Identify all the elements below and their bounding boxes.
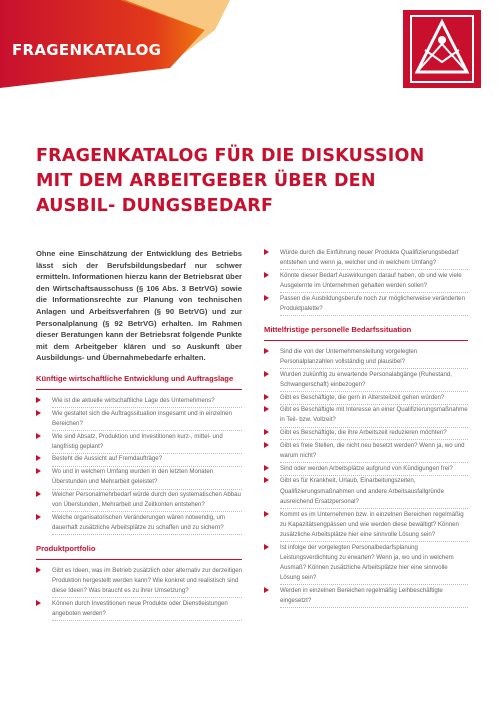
question-text: Gibt es Beschäftigte, die gern in Altersteilzeit gehen würden? [280,393,445,401]
question-text: Wurden zukünftig zu erwartende Personalabgänge (Ruhestand, Schwangerschaft) einbezogen? [280,370,452,388]
question-text: Wie ist die aktuelle wirtschaftliche Lage des Unternehmens? [52,396,215,404]
question-item [264,271,468,291]
section-heading: Künftige wirtschaftliche Entwicklung und Auftragslage [36,373,234,383]
triangle-bullet-icon [36,600,41,606]
question-text: Ist infolge der vorgelegten Personalbedarfsplanung Leistungsverdichtung zu erwarten? Wenn ja, wo und in welchem Ausmaß? Können zusätzliche Arbeitsplätze hier eine sinnvolle Lösung sein? [280,543,454,582]
question-text: Werden in einzelnen Bereichen regelmäßig Leihbeschäftigte eingesetzt? [280,586,443,605]
question-item [264,476,468,507]
question-item [264,464,468,474]
question-item [264,428,468,438]
question-text: Kommt es im Unternehmen bzw. in einzelnen Bereichen regelmäßig zu Kapazitätsengpässen und wie werden diese bewältigt? Können zusätzliche Arbeitsplätze hier eine sinnvolle Lösung sein? [280,510,464,538]
triangle-bullet-icon [264,394,269,400]
left-sections [36,374,242,619]
triangle-bullet-icon [264,249,269,255]
question-item [36,396,242,406]
question-text: Sind die von der Unternehmensleitung vorgelegten Personalplanzahlen vollständig und plausibel? [280,347,418,365]
triangle-bullet-icon [264,442,269,448]
item-divider [52,534,242,535]
question-item [264,441,468,461]
intro-text: Ohne eine Einschätzung der Entwicklung des Betriebs lässt sich der Berufsbildungsbedarf nur schwer ermitteln. Informationen hierzu kann der Betriebsrat über den Wirtschaftsausschuss (§ 106 Abs. 3 BetrVG) sowie die Informationsrechte zur Planung von technischen Anlagen und Arbeitsverfahren (§ 90 BetrVG) und zur Personalplanung (§ 92 BetrVG) erhalten. Im Rahmen dieser Beratungen kann der Betriebsrat folgende Punkte mit dem Arbeitgeber klären und so Auskunft über Ausbildungs- und Übernahmebedarfe erhalten. [36,249,242,363]
question-text: Gibt es freie Stellen, die nicht neu besetzt werden? Wenn ja, wo und warum nicht? [280,441,465,460]
left-column [36,248,242,622]
question-text: Passen die Ausbildungsberufe noch zur möglicherweise veränderten Produktpalette? [280,294,465,313]
section-heading: Produktportfolio [36,543,96,553]
question-item [36,454,242,464]
question-list [264,347,468,607]
question-item [264,586,468,606]
triangle-bullet-icon [264,587,269,593]
section-divider [36,559,242,560]
page-title: FRAGENKATALOG FÜR DIE DISKUSSION MIT DEM ARBEITGEBER ÜBER DEN AUSBIL- DUNGSBEDARF [36,146,425,216]
right-sections [264,325,468,607]
question-text: Könnte dieser Bedarf Auswirkungen darauf haben, ob und wie viele Ausgelernte im Unternehmen gehalten werden sollen? [280,271,462,290]
question-item [36,409,242,429]
triangle-bullet-icon [36,397,41,403]
question-text: Welche organisatorischen Veränderungen wären notwendig, um dauerhaft zusätzliche Arbeitsplätze zu schaffen und zu sichern? [52,513,225,532]
triangle-bullet-icon [36,514,41,520]
section-heading: Mittelfristige personelle Bedarfssituation [264,324,412,334]
triangle-bullet-icon [264,295,269,301]
question-item [36,513,242,533]
question-item [36,566,242,597]
question-text: Würde durch die Einführung neuer Produkte Qualifizierungsbedarf entstehen und wenn ja, welcher und in welchem Umfang? [280,249,459,267]
question-text: Besteht die Aussicht auf Fremdaufträge? [52,455,163,463]
triangle-bullet-icon [264,429,269,435]
question-item [36,432,242,452]
question-item [36,599,242,619]
question-text: Gibt es Ideen, was im Betrieb zusätzlich oder alternativ zur derzeitigen Produktion hergestellt werden kann? Wie konkret und realistisch sind diese Ideen? Was braucht es zu ihrer Umsetzung? [52,566,243,595]
item-divider [52,620,242,621]
question-item [264,510,468,541]
question-list [36,396,242,533]
triangle-bullet-icon [264,348,269,354]
question-item [264,543,468,584]
triangle-bullet-icon [36,433,41,439]
triangle-bullet-icon [264,406,269,412]
question-item [264,294,468,314]
question-item [264,347,468,367]
item-divider [280,607,468,608]
triangle-bullet-icon [36,410,41,416]
header-label: FRAGENKATALOG [12,41,162,59]
question-text: Gibt es für Krankheit, Urlaub, Einarbeitungszeiten, Qualifizierungsmaßnahmen und andere Arbeitsausfallgründe ausreichend Ersatzpersonal? [280,477,444,505]
question-item [264,370,468,390]
item-divider [280,315,468,316]
right-top-list [264,248,468,314]
question-text: Welcher Personalmehrbedarf würde durch den systematischen Abbau von Überstunden, Mehrarbeit und Zeitkonten entstehen? [52,491,241,509]
question-item [264,248,468,268]
triangle-bullet-icon [264,371,269,377]
question-item [36,467,242,487]
question-text: Gibt es Beschäftigte, die ihre Arbeitszeit reduzieren möchten? [280,429,447,437]
question-item [264,393,468,403]
triangle-bullet-icon [36,455,41,461]
right-column [264,248,468,609]
question-text: Sind oder werden Arbeitsplätze aufgrund von Kündigungen frei? [280,464,453,472]
section-divider [264,340,468,341]
question-text: Gibt es Beschäftigte mit Interesse an einer Qualifizierungsmaßnahme in Teil- bzw. Vollzeit? [280,406,468,424]
question-text: Wie gestaltet sich die Auftragssituation insgesamt und in einzelnen Bereichen? [52,409,232,427]
triangle-bullet-icon [36,491,41,497]
triangle-bullet-icon [264,272,269,278]
triangle-bullet-icon [36,567,41,573]
question-list [36,566,242,620]
question-text: Wo und in welchem Umfang wurden in den letzten Monaten Überstunden und Mehrarbeit geleistet? [52,468,214,486]
ig-metall-logo-icon [403,10,481,88]
question-item [264,405,468,425]
triangle-bullet-icon [264,477,269,483]
question-text: Können durch Investitionen neue Produkte oder Dienstleistungen angeboten werden? [52,599,228,618]
triangle-bullet-icon [36,468,41,474]
section-divider [36,389,242,390]
triangle-bullet-icon [264,544,269,550]
question-item [36,490,242,510]
question-text: Wie sind Absatz, Produktion und Investitionen kurz-, mittel- und langfristig geplant? [52,432,223,450]
triangle-bullet-icon [264,511,269,517]
triangle-bullet-icon [264,465,269,471]
